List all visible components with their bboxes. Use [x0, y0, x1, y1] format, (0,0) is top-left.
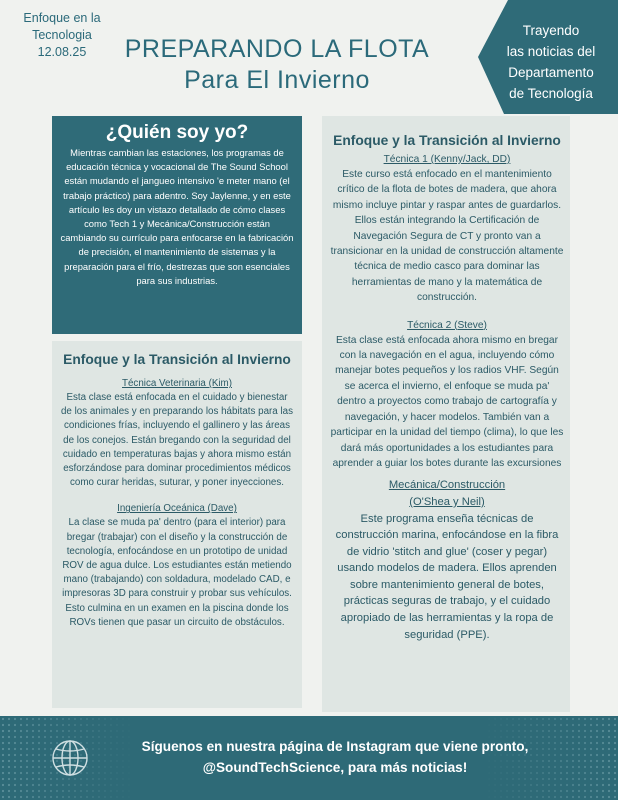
title-line1: PREPARANDO LA FLOTA: [124, 35, 430, 63]
badge-line3: Departamento: [508, 65, 594, 80]
tech1-text: Este curso está enfocado en el mantenimiento crítico de la flota de botes de madera, que ahora mismo incluye pintar y raspar antes de guardarlos. Ellos están integrando la Certificación de Navegación Segura de CT y pronto van a transicionar en la unidad de construcción altamente técnica de medio casco para dominar las herramientas de mano y la matemática de construcción.: [330, 169, 564, 304]
badge-line2: las noticias del: [506, 44, 596, 59]
who-text: Mientras cambian las estaciones, los programas de educación técnica y vocacional de The Sound School están mudando el jangueo intensivo 'e meter mano (el trabajo práctico) para adentro. Soy Jaylenne, y en este artículo les doy un vistazo detallado de cómo clases como Tech 1 y Mecánica/Construcción están cambiando su currículo para enfocarse en la fabricación de precisión, el mantenimiento de sistemas y la preparación para el frío, destrezas que son esenciales para sus industrias.: [60, 147, 294, 286]
ocean-eng-title: Ingeniería Oceánica (Dave): [117, 503, 237, 515]
issue-date: 12.08.25: [37, 45, 87, 59]
badge-line1: Trayendo: [522, 23, 580, 38]
who-title: ¿Quién soy yo?: [105, 122, 249, 143]
footer-banner: [0, 716, 618, 800]
focus-label: [14, 10, 110, 61]
footer-line1: Síguenos en nuestra página de Instagram que viene pronto,: [141, 739, 529, 754]
mech-title: Mecánica/Construcción: [388, 479, 506, 492]
vet-tech-text: Esta clase está enfocada en el cuidado y bienestar de los animales y en preparando los hábitats para las condiciones frías, incluyendo el gallinero y las áreas de los conejos. Están bregando con la seguridad del cuidado en temperaturas bajas y ahora mismo están esforzándose para dominar procedimientos médicos como curar heridas, suturar, y poner inyecciones.: [60, 392, 293, 489]
title-line2: Para El Invierno: [184, 66, 370, 94]
footer-line2: @SoundTechScience, para más noticias!: [202, 760, 468, 775]
tech1-title: Técnica 1 (Kenny/Jack, DD): [383, 154, 511, 165]
globe-icon: [50, 738, 90, 778]
tech2-text: Esta clase está enfocada ahora mismo en bregar con la navegación en el agua, incluyendo cómo manejar botes pequeños y los radios VHF. Según se acerca el invierno, el enfoque se muda pa' dentro a proyectos como trabajo de cartografía y navegación, y hacer modelos. También van a participar en la unidad del tiempo (clima), lo que les dará más oportunidades a los estudiantes para aprender a guiar los botes durante las excursiones: [330, 334, 564, 469]
page-title: [112, 34, 442, 96]
footer-text: [110, 736, 560, 778]
focus-label-line2: Tecnologia: [32, 28, 92, 42]
left-section-title: Enfoque y la Transición al Invierno: [63, 352, 291, 367]
department-badge: [466, 0, 618, 122]
ocean-eng-text: La clase se muda pa' dentro (para el interior) para bregar (trabajar) con el diseño y la construcción de tecnología, enfocándose en un prototipo de unidad ROV de agua dulce. Los estudiantes están metiendo mano (trabajando) con soldadura, modelado CAD, e impresoras 3D para construir y probar sus vehículos. Esto culmina en un examen en la piscina donde los ROVs tienen que pasar un circuito de obstáculos.: [62, 517, 292, 628]
right-section: [322, 116, 570, 712]
badge-line4: de Tecnología: [509, 86, 593, 101]
badge-text: [486, 20, 616, 104]
who-am-i-box: [52, 116, 302, 334]
focus-label-line1: Enfoque en la: [23, 11, 101, 25]
tech2-title: Técnica 2 (Steve): [407, 319, 487, 331]
right-section-title: Enfoque y la Transición al Invierno: [333, 133, 561, 148]
mech-names: (O'Shea y Neil): [409, 495, 485, 508]
vet-tech-title: Técnica Veterinaria (Kim): [122, 378, 232, 389]
left-section: [52, 341, 302, 708]
mech-text: Este programa enseña técnicas de construcción marina, enfocándose en la fibra de vidrio 'stitch and glue' (coser y pegar) usando modelos de madera. Ellos aprenden sobre mantenimiento general de botes, prácticas seguras de trabajo, y el cuidado apropiado de las herramientas y la ropa de seguridad (PPE).: [335, 512, 559, 641]
